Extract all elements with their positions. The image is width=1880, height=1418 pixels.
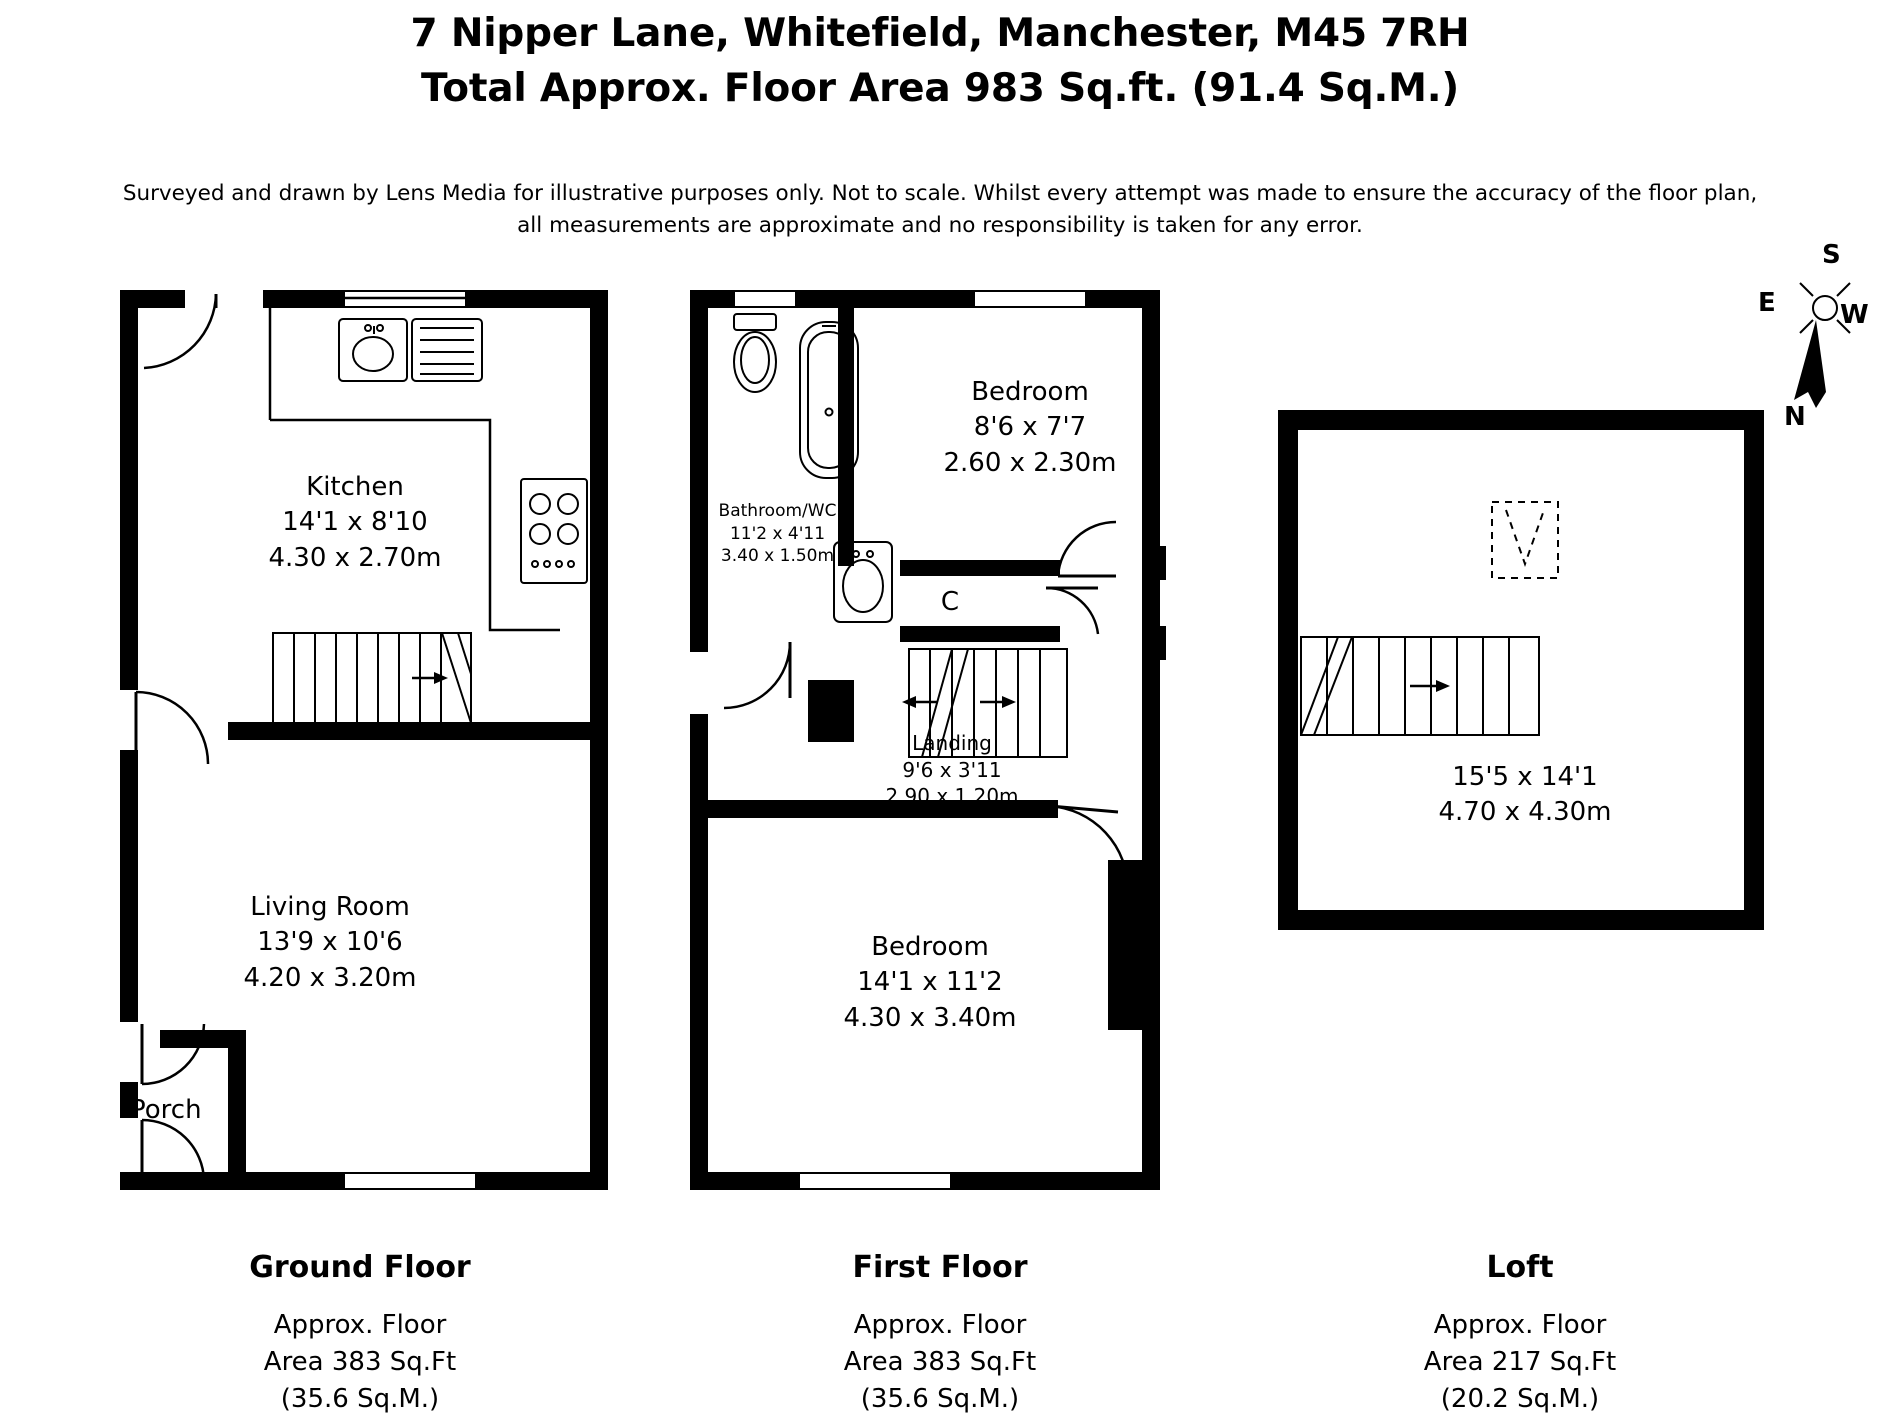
caption-line-3: (20.2 Sq.M.) bbox=[1440, 1383, 1600, 1414]
toilet-icon bbox=[726, 312, 788, 402]
door-swing-cupboard bbox=[1040, 582, 1130, 642]
compass-rose bbox=[1758, 240, 1880, 490]
wall-first-right-nib-b bbox=[1144, 626, 1166, 660]
room-dim-imperial: 9'6 x 3'11 bbox=[902, 757, 1002, 782]
wall-ground-internal-mid bbox=[228, 722, 608, 740]
room-name: Landing bbox=[912, 731, 992, 755]
room-dim-imperial: 8'6 x 7'7 bbox=[973, 412, 1087, 443]
room-label-living-room bbox=[165, 890, 495, 996]
bath-icon bbox=[798, 320, 878, 480]
caption-title: First Floor bbox=[852, 1250, 1028, 1285]
compass-label-south: S bbox=[1822, 240, 1841, 270]
room-name: Bathroom/WC bbox=[718, 501, 837, 521]
door-swing-bedroom2 bbox=[1044, 796, 1174, 906]
window-first-bottom bbox=[800, 1174, 950, 1188]
room-dim-metric: 4.70 x 4.30m bbox=[1438, 797, 1612, 828]
window-first-top-right bbox=[975, 292, 1085, 306]
room-label-kitchen bbox=[190, 470, 520, 576]
window-first-bottom-line-b bbox=[800, 1188, 950, 1190]
window-first-bottom-line-a bbox=[800, 1172, 950, 1174]
door-swing-ground-top bbox=[138, 292, 258, 402]
room-dim-imperial: 15'5 x 14'1 bbox=[1452, 762, 1598, 792]
door-gap-ground-left-upper bbox=[120, 1022, 138, 1082]
door-swing-porch-outer bbox=[138, 1118, 258, 1218]
caption-line-2: Area 383 Sq.Ft bbox=[263, 1346, 457, 1377]
room-name: C bbox=[940, 587, 960, 617]
page-title-area: Total Approx. Floor Area 983 Sq.ft. (91.4 Sq.M.) bbox=[421, 66, 1459, 112]
room-name: Bedroom bbox=[971, 377, 1089, 407]
compass-label-east: E bbox=[1758, 288, 1776, 318]
room-dim-metric: 4.20 x 3.20m bbox=[243, 962, 417, 993]
window-ground-bottom bbox=[345, 1174, 475, 1188]
disclaimer-line-1: Surveyed and drawn by Lens Media for illustrative purposes only. Not to scale. Whilst every attempt was made to ensure the accuracy of the floor plan, bbox=[122, 181, 1758, 206]
wall-loft-top bbox=[1278, 410, 1764, 430]
door-swing-bathroom bbox=[718, 636, 828, 736]
room-dim-metric: 2.60 x 2.30m bbox=[943, 447, 1117, 478]
compass-needle-icon bbox=[1770, 250, 1880, 430]
caption-line-1: Approx. Floor bbox=[273, 1310, 447, 1340]
window-first-top-left bbox=[735, 292, 795, 306]
door-swing-bedroom1 bbox=[1050, 520, 1160, 584]
caption-line-3: (35.6 Sq.M.) bbox=[860, 1383, 1020, 1414]
caption-line-2: Area 383 Sq.Ft bbox=[843, 1346, 1037, 1377]
room-name: Porch bbox=[130, 1095, 202, 1125]
room-label-bathroom bbox=[700, 500, 855, 568]
wall-first-left bbox=[690, 290, 708, 1190]
room-label-landing bbox=[862, 730, 1042, 810]
door-gap-first-left bbox=[690, 652, 708, 714]
room-label-bedroom-2 bbox=[770, 930, 1090, 1036]
caption-title: Loft bbox=[1486, 1250, 1554, 1285]
window-first-top-left-line-a bbox=[735, 290, 795, 292]
caption-line-1: Approx. Floor bbox=[1433, 1310, 1607, 1340]
compass-label-west: W bbox=[1840, 300, 1869, 330]
wall-cupboard-top bbox=[900, 560, 1060, 576]
room-label-bedroom-1 bbox=[870, 375, 1190, 481]
room-dim-imperial: 11'2 x 4'11 bbox=[729, 523, 826, 544]
room-dim-imperial: 14'1 x 8'10 bbox=[282, 507, 428, 538]
door-swing-ground-hall bbox=[130, 690, 250, 800]
caption-ground-floor bbox=[130, 1250, 590, 1418]
wall-loft-left bbox=[1278, 410, 1298, 930]
room-dim-imperial: 14'1 x 11'2 bbox=[857, 967, 1003, 998]
wall-cupboard-bottom bbox=[900, 626, 1060, 642]
wall-ground-right bbox=[590, 290, 608, 1190]
staircase-ground bbox=[272, 632, 472, 724]
room-name: Bedroom bbox=[871, 932, 989, 962]
caption-line-2: Area 217 Sq.Ft bbox=[1423, 1346, 1617, 1377]
room-name: Kitchen bbox=[306, 472, 404, 502]
room-dim-metric: 2.90 x 1.20m bbox=[885, 784, 1019, 809]
room-dim-metric: 3.40 x 1.50m bbox=[720, 546, 835, 567]
room-label-loft bbox=[1360, 760, 1690, 831]
wall-loft-right bbox=[1744, 410, 1764, 930]
window-first-top-right-line-b bbox=[975, 306, 1085, 308]
disclaimer-line-2: all measurements are approximate and no responsibility is taken for any error. bbox=[517, 213, 1363, 239]
room-dim-metric: 4.30 x 2.70m bbox=[268, 542, 442, 573]
hob-icon bbox=[520, 478, 588, 584]
caption-loft bbox=[1290, 1250, 1750, 1418]
caption-first-floor bbox=[710, 1250, 1170, 1418]
caption-line-1: Approx. Floor bbox=[853, 1310, 1027, 1340]
wall-loft-bottom bbox=[1278, 910, 1764, 930]
room-label-porch bbox=[130, 1093, 240, 1128]
compass-label-north: N bbox=[1784, 402, 1806, 432]
page-title-address: 7 Nipper Lane, Whitefield, Manchester, M45 7RH bbox=[410, 11, 1470, 56]
room-dim-metric: 4.30 x 3.40m bbox=[843, 1002, 1017, 1033]
sink-icon bbox=[338, 318, 488, 396]
window-ground-top-right-line-a bbox=[345, 290, 465, 292]
window-first-top-left-line-b bbox=[735, 306, 795, 308]
room-dim-imperial: 13'9 x 10'6 bbox=[257, 927, 403, 958]
staircase-loft bbox=[1300, 636, 1540, 736]
room-label-cupboard bbox=[930, 585, 970, 620]
window-first-top-right-line-a bbox=[975, 290, 1085, 292]
caption-title: Ground Floor bbox=[249, 1250, 471, 1285]
loft-hatch-icon bbox=[1490, 500, 1560, 580]
window-ground-bottom-line-b bbox=[345, 1188, 475, 1190]
window-ground-bottom-line-a bbox=[345, 1172, 475, 1174]
caption-line-3: (35.6 Sq.M.) bbox=[280, 1383, 440, 1414]
room-name: Living Room bbox=[250, 892, 410, 922]
